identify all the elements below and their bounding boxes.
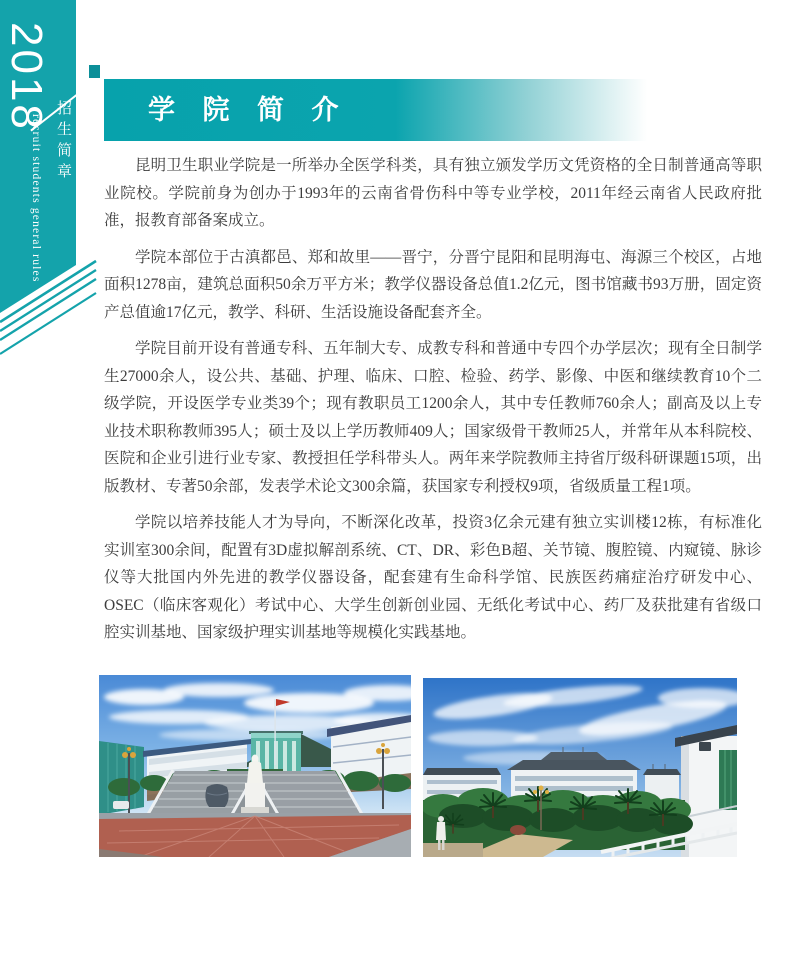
banner-corner-notch xyxy=(89,65,100,78)
campus-photo-statue-plaza xyxy=(99,675,411,857)
intro-paragraph-4: 学院以培养技能人才为导向，不断深化改革，投资3亿余元建有独立实训楼12栋，有标准化实训室300余间，配置有3D虚拟解剖系统、CT、DR、彩色B超、关节镜、腹腔镜、内窥镜、脉诊仪等大批国内外先进的教学仪器设备，配套建有生命科学馆、民族医药痛症治疗研发中心、OSEC（临床客观化）考试中心、大学生创新创业园、无纸化考试中心、药厂及获批建有省级口腔实训基地、国家级护理实训基地等规模化实践基地。 xyxy=(104,514,762,641)
intro-paragraph-2: 学院本部位于古滇都邑、郑和故里——晋宁，分晋宁昆阳和昆明海屯、海源三个校区，占地面积1278亩，建筑总面积50余万平方米；教学仪器设备总值1.2亿元，图书馆藏书93万册，固定资产总值逾17亿元，教学、科研、生活设施设备配套齐全。 xyxy=(104,248,762,321)
intro-text-block xyxy=(104,152,762,656)
intro-paragraph-3: 学院目前开设有普通专科、五年制大专、成教专科和普通中专四个办学层次；现有全日制学生27000余人，设公共、基础、护理、临床、口腔、检验、药学、影像、中医和继续教育10个二级学院，开设医学专业类39个；现有教职员工1200余人，其中专任教师760余人；副高及以上专业技术职称教师395人；硕士及以上学历教师409人；国家级骨干教师25人，并常年从本科院校、医院和企业引进行业专家、教授担任学科带头人。两年来学院教师主持省厅级科研课题15项，出版教材、专著50余部，发表学术论文300余篇，获国家专利授权9项，省级质量工程1项。 xyxy=(104,340,762,495)
section-title: 学 院 简 介 xyxy=(148,95,349,125)
spine-title-english: recruit students general rules xyxy=(30,114,42,283)
spine-title-chinese: 招生简章 xyxy=(55,100,71,184)
spine-diagonal-stripes xyxy=(0,255,100,365)
section-header-banner xyxy=(104,79,664,141)
spine-year-label: 2018 xyxy=(2,22,51,132)
campus-photo-buildings-palms xyxy=(423,678,737,857)
intro-paragraph-1: 昆明卫生职业学院是一所举办全医学科类，具有独立颁发学历文凭资格的全日制普通高等职业院校。学院前身为创办于1993年的云南省骨伤科中等专业学校，2011年经云南省人民政府批准，报教育部备案成立。 xyxy=(104,157,762,229)
